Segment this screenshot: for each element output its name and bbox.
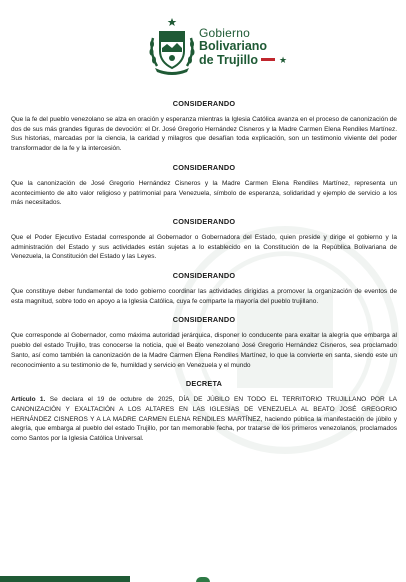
- section-heading: CONSIDERANDO: [172, 99, 236, 108]
- decree-heading: DECRETA: [185, 379, 223, 389]
- section-paragraph: Que corresponde al Gobernador, como máxima autoridad jerárquica, disponer lo conducente para exaltar la alegría que embarga al pueblo del estado Trujillo, tras conocerse la noticia, que el Beato venezolano José Gregorio Hernández Cisneros, sea proclamado Santo, así como también la canonización de la Madre Carmen Elena Rendiles Martínez, lo que la convierte en santa, siendo este un reconocimiento a su testimonio de fe, humildad y servicio en Venezuela y el mundo: [11, 332, 397, 369]
- article-text: Se declara el 19 de octubre de 2025, DÍA DE JÚBILO EN TODO EL TERRITORIO TRUJILLANO POR LA CANONIZACIÓN Y EXALTACIÓN A LOS ALTARES EN LAS IGLESIAS DE VENEZUELA AL BEATO JOSÉ GREGORIO HERNÁNDEZ CISNEROS Y A LA MADRE CARMEN ELENA RENDILES MARTÍNEZ, haciendo pública la manifestación de júbilo y alegría, que embarga al pueblo del estado Trujillo, por tan memorable fecha, por tratarse de los primeros venezolanos, proclamados como Santos por la Iglesia Católica Universal.: [11, 396, 397, 443]
- section-heading: CONSIDERANDO: [172, 315, 236, 325]
- section-paragraph: Que el Poder Ejecutivo Estadal corresponde al Gobernador o Gobernadora del Estado, quien preside y dirige el gobierno y la administración del Estado y sus actividades están sujetas a lo establecido en la Constitución de la República Bolivariana de Venezuela, la Constitución del Estado y las Leyes.: [11, 233, 397, 261]
- brand-line-1: Gobierno: [199, 26, 250, 40]
- article-1-paragraph: [11, 395, 397, 444]
- footer-green-bar: [0, 576, 130, 582]
- state-seal-icon: [147, 18, 197, 76]
- section-heading: CONSIDERANDO: [172, 216, 236, 226]
- brand-line-3-text: de Trujillo: [199, 52, 259, 67]
- red-accent-bar: [261, 58, 275, 61]
- section-paragraph: Que constituye deber fundamental de todo gobierno coordinar las actividades dirigidas a promover la organización de eventos de esta magnitud, sobre todo en apoyo a la Iglesia Católica, cuya fe comparte la mayoría del pueblo trujillano.: [11, 288, 397, 305]
- section-paragraph: Que la fe del pueblo venezolano se alza en oración y esperanza mientras la Iglesia Católica avanza en el proceso de canonización de dos de sus más grandes figuras de devoción: el Dr. José Gregorio Hernández Cisneros y la Madre Carmen Elena Rendiles Martínez. Sus historias, marcadas por la ciencia, la caridad y milagros que desafían toda explicación, son un testimonio viviente del poder transformador de la fe y la intercesión.: [11, 116, 397, 153]
- section-heading: CONSIDERANDO: [172, 271, 236, 281]
- brand-line-2: Bolivariano: [199, 39, 268, 53]
- article-label: Artículo 1.: [11, 396, 46, 404]
- brand-line-3: [199, 54, 287, 67]
- star-icon: ★: [279, 54, 288, 65]
- footer-mark: [196, 577, 210, 582]
- document-body: [11, 92, 397, 444]
- brand-wordmark: [199, 27, 287, 66]
- section-heading: CONSIDERANDO: [172, 162, 236, 172]
- header: [0, 0, 406, 92]
- section-paragraph: Que la canonización de José Gregorio Hernández Cisneros y la Madre Carmen Elena Rendiles Martínez, representa un acontecimiento de alto valor religioso y patrimonial para Venezuela, símbolo de esperanza, solidaridad y ejemplo de servicio a los más necesitados.: [11, 179, 397, 207]
